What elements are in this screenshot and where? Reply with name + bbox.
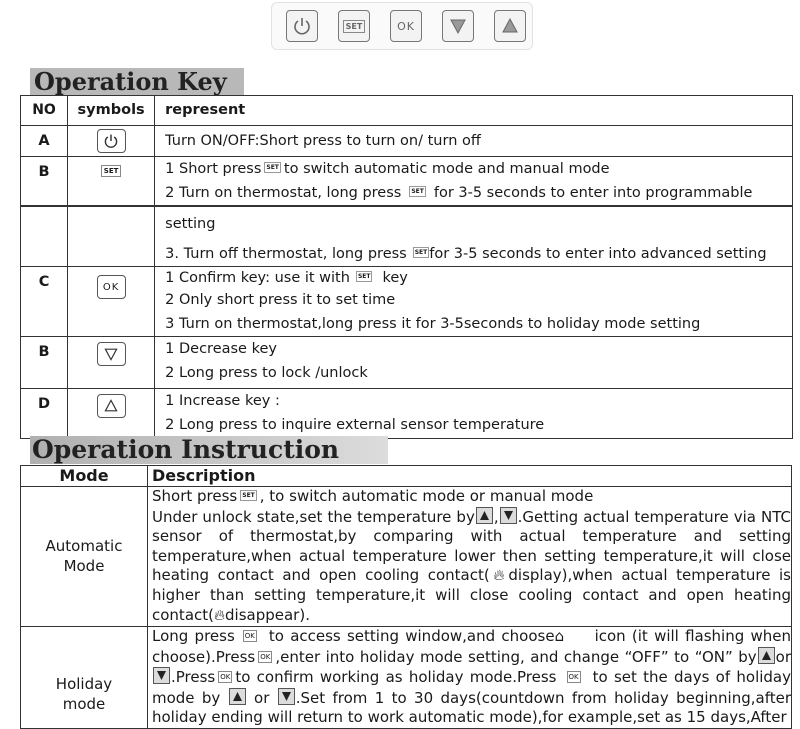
ok-icon: OK: [244, 632, 255, 640]
operation-key-table-continued: [20, 206, 793, 439]
header-represent: represent: [155, 96, 793, 126]
header-description: Description: [148, 466, 792, 487]
key-row-c: C OK 1 Confirm key: use it with SET key 2 Only short press it to set time 3 Turn on thermostat,long press it for 3-5seconds to holiday mode setting: [21, 267, 793, 337]
operation-key-table: [20, 95, 793, 206]
automatic-mode-row: Automatic Mode Short press SET , to switch automatic mode or manual mode Under unlock state,set the temperature by , .Getting actual temperature via NTC sensor of thermostat,by comparing with actual temperature and setting temperature,when actual temperature lower then setting temperature,it will close heating contact and open cooling contact(🔥︎display),when actual temperature is higher than setting temperature,it will close cooling contact and open heating contact(🔥︎disappear).: [21, 487, 792, 627]
down-arrow-icon: [500, 507, 517, 524]
keypad-illustration: [271, 2, 533, 50]
holiday-mode-row: Holiday mode Long press OK to access setting window,and choose⌂ icon (it will flashing when choose).Press OK ,enter into holiday mode setting, and change “OFF” to “ON” by or .Press OK to confirm working as holiday mode.Press OK to set the days of holiday mode by or .Set from 1 to 30 days(countdown from holiday beginning,after holiday ending will return to work automatic mode),for example,set as 15 days,After: [21, 627, 792, 729]
down-arrow-icon: [153, 667, 170, 684]
header-no: NO: [21, 96, 68, 126]
up-arrow-icon: [97, 394, 126, 418]
set-key-icon: SET: [338, 10, 370, 42]
key-row-continued: setting 3. Turn off thermostat, long press SET for 3-5 seconds to enter into advanced setting: [21, 207, 793, 267]
operation-key-title: Operation Key: [30, 68, 244, 95]
set-icon: SET: [414, 249, 428, 256]
set-icon: SET: [242, 492, 255, 499]
ok-icon: OK: [220, 673, 231, 682]
key-row-d: D 1 Increase key : 2 Long press to inquire external sensor temperature: [21, 389, 793, 439]
key-row-a: A Turn ON/OFF:Short press to turn on/ turn off: [21, 126, 793, 157]
key-row-b-set: B SET 1 Short press SET to switch automatic mode and manual mode 2 Turn on thermostat, long press SET for 3-5 seconds to enter into programmable: [21, 157, 793, 206]
ok-icon: OK: [568, 673, 579, 682]
header-mode: Mode: [21, 466, 148, 487]
set-icon: SET: [101, 165, 122, 177]
flame-icon: 🔥︎: [489, 566, 509, 585]
key-row-b-decrease: B 1 Decrease key 2 Long press to lock /unlock: [21, 337, 793, 389]
header-symbols: symbols: [68, 96, 155, 126]
up-key-icon: [494, 10, 526, 42]
operation-instruction-table: [20, 465, 792, 729]
set-icon: SET: [357, 273, 371, 280]
down-arrow-icon: [278, 688, 295, 705]
down-arrow-icon: [97, 342, 126, 366]
up-arrow-icon: [476, 507, 493, 524]
power-key-icon: [286, 10, 318, 42]
set-icon: SET: [266, 164, 279, 171]
holiday-icon: ⌂: [554, 627, 565, 645]
ok-icon: OK: [260, 652, 271, 661]
ok-icon: OK: [97, 275, 126, 299]
flame-icon: 🔥︎: [214, 605, 226, 624]
set-icon: SET: [411, 188, 424, 195]
up-arrow-icon: [758, 647, 775, 664]
ok-key-icon: OK: [390, 10, 422, 42]
up-arrow-icon: [229, 688, 246, 705]
down-key-icon: [442, 10, 474, 42]
power-icon: [97, 129, 126, 153]
operation-instruction-title: Operation Instruction: [30, 436, 388, 464]
